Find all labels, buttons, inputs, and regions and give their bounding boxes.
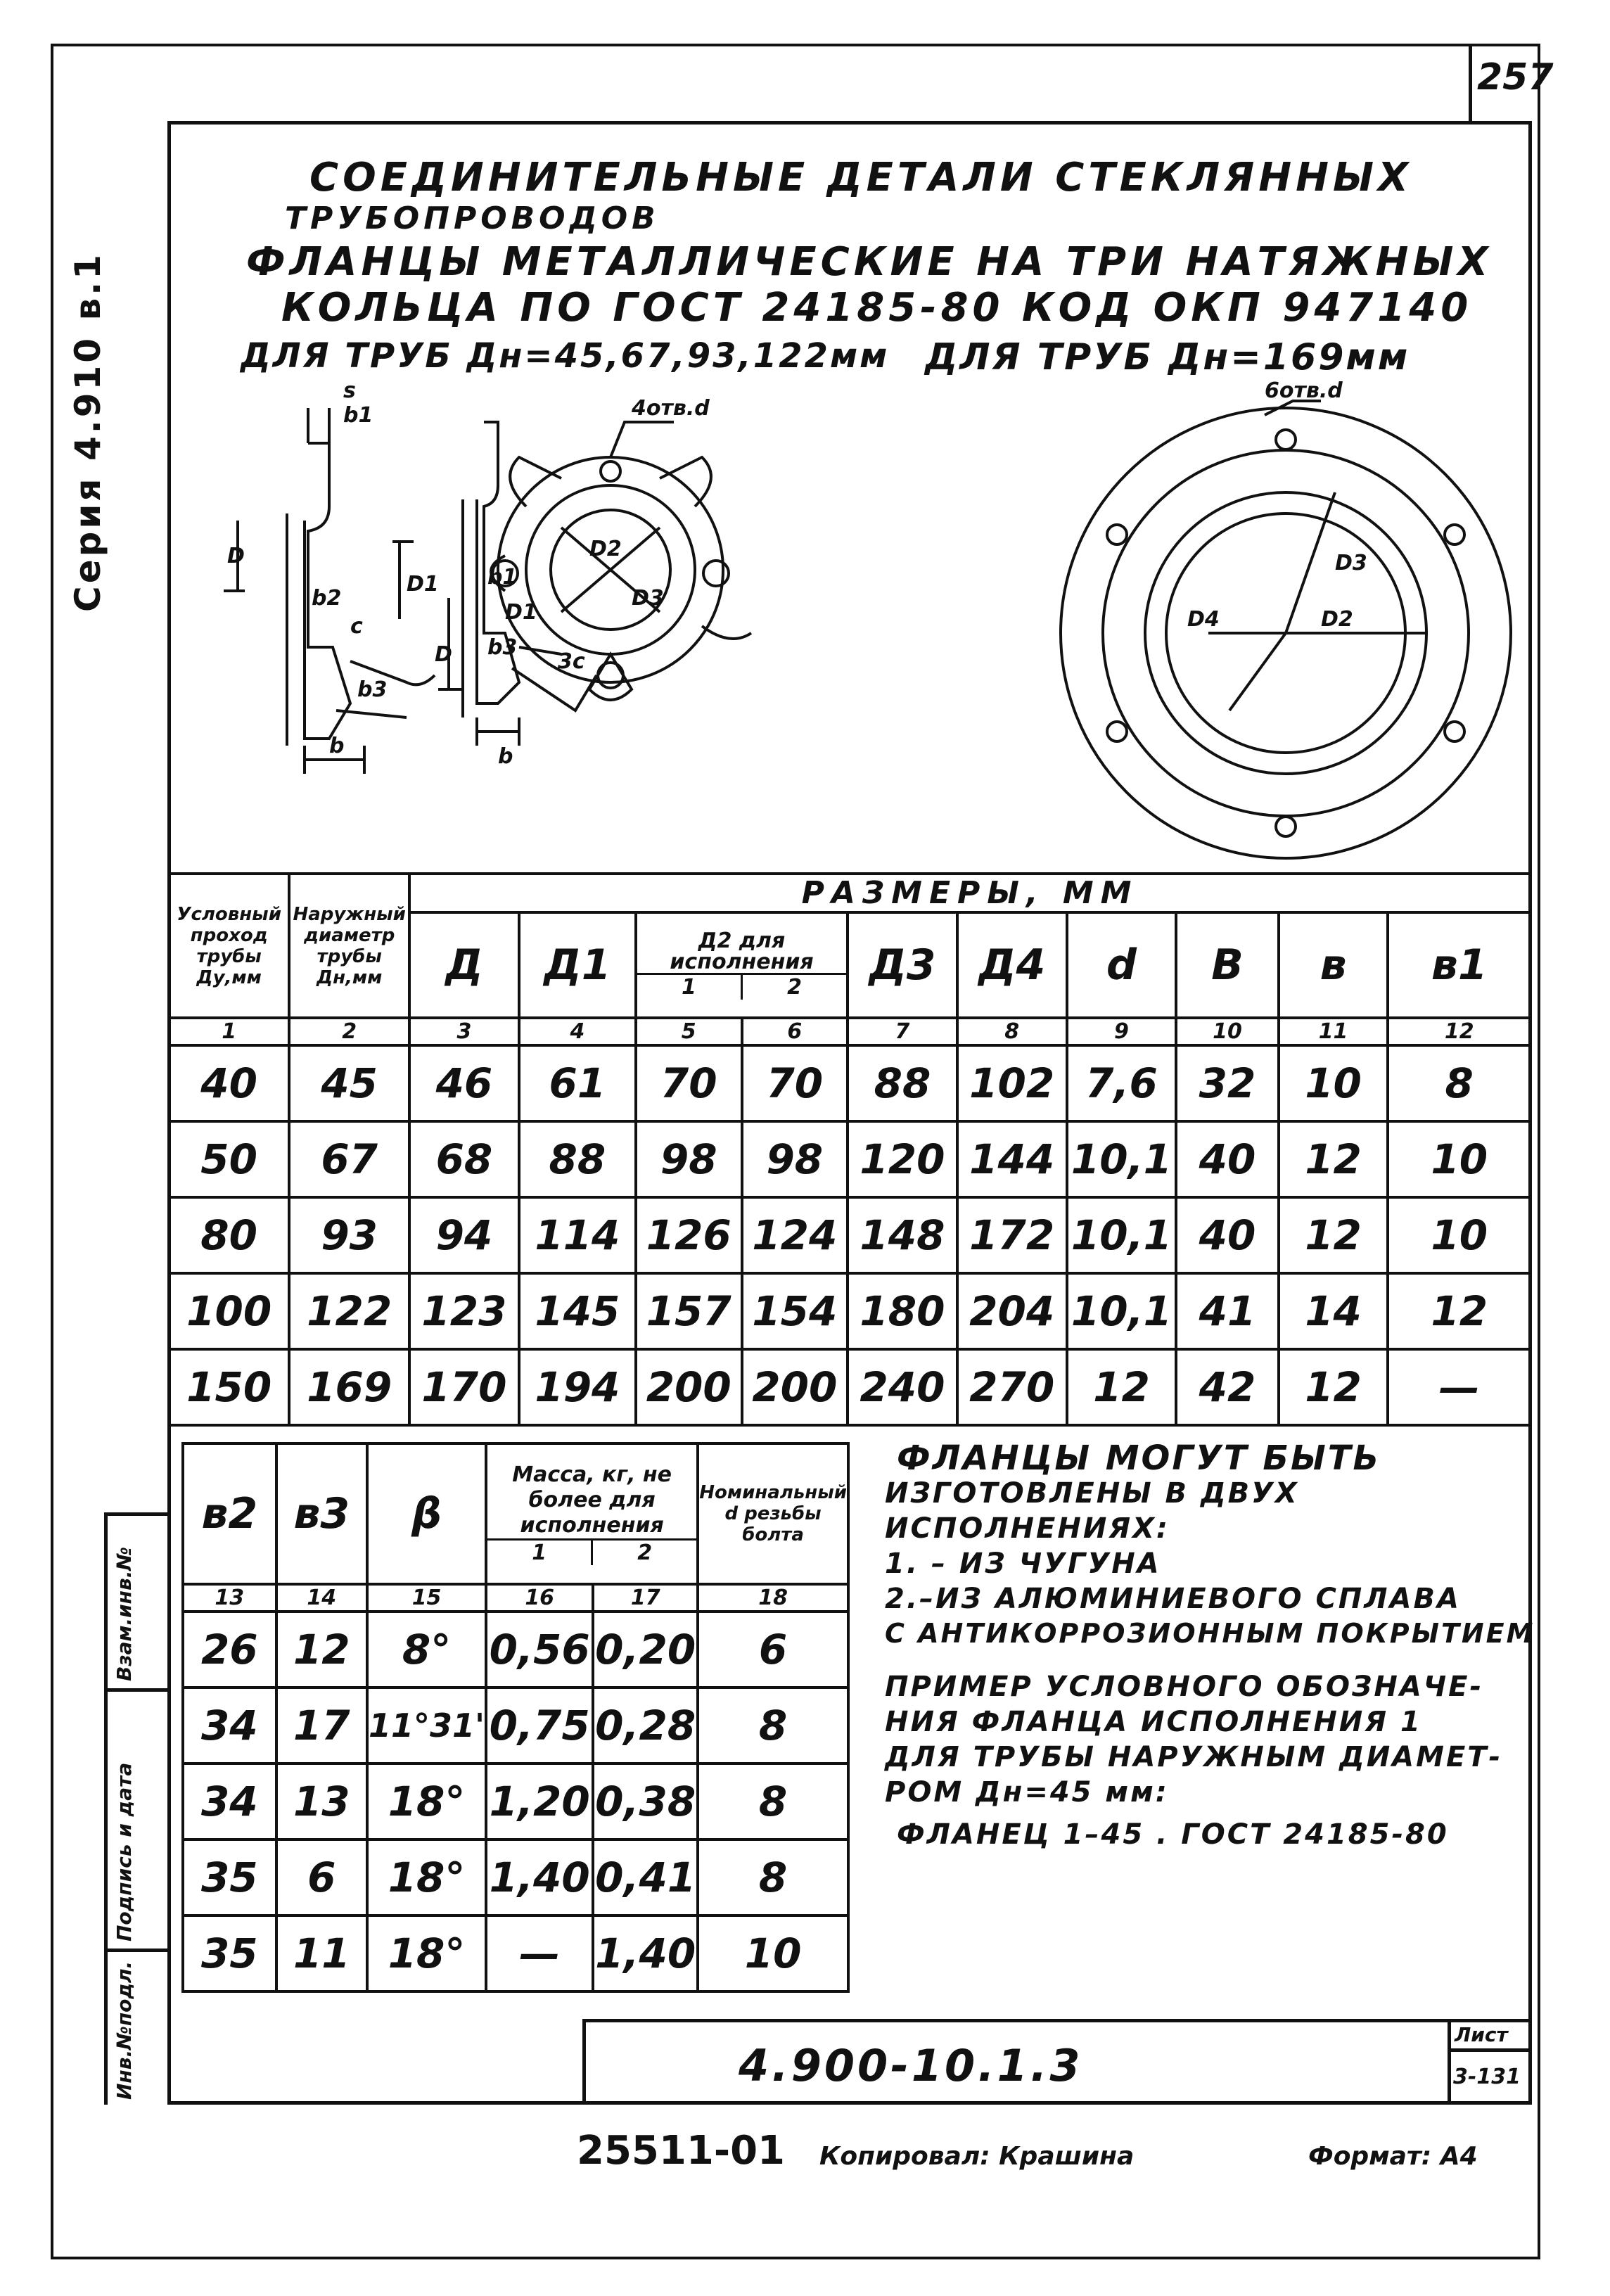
footer-copied: Копировал: Крашина [819,2142,1135,2171]
note-line-3: ИСПОЛНЕНИЯХ: [885,1512,1170,1545]
note-line-6: С АНТИКОРРОЗИОННЫМ ПОКРЫТИЕМ [885,1618,1535,1649]
table-row: 34 13 18° 1,20 0,38 8 [183,1764,848,1839]
document-code: 4.900-10.1.3 [739,2040,1083,2091]
note-line-9: ДЛЯ ТРУБЫ НАРУЖНЫМ ДИАМЕТ- [885,1741,1503,1773]
side-series-label: Серия 4.910 в.1 [68,252,108,612]
title-line-2: ТРУБОПРОВОДОВ [285,200,660,236]
label-D4: D4 [1187,607,1220,632]
label-D2-left: D2 [589,537,622,561]
header-uslovny: Условный проход трубы Ду,мм [169,874,289,1018]
title-line-4: КОЛЬЦА ПО ГОСТ 24185-80 КОД ОКП 947140 [281,285,1473,331]
header-D: Д [409,912,519,1018]
note-line-1: ФЛАНЦЫ МОГУТ БЫТЬ [897,1439,1381,1478]
table-row: 26 12 8° 0,56 0,20 6 [183,1612,848,1688]
header-beta: β [367,1443,486,1584]
header-d: d [1067,912,1177,1018]
title-line-3: ФЛАНЦЫ МЕТАЛЛИЧЕСКИЕ НА ТРИ НАТЯЖНЫХ [246,239,1493,285]
header-thread: Номинальный d резьбы болта [698,1443,848,1584]
note-line-7: ПРИМЕР УСЛОВНОГО ОБОЗНАЧЕ- [885,1671,1484,1703]
mass-table [181,1442,850,1993]
header-b1: в1 [1388,912,1531,1018]
label-angle: 3c [558,649,585,674]
header-D3: Д3 [848,912,957,1018]
right-section-view [438,422,596,746]
table-row: 35 6 18° 1,40 0,41 8 [183,1839,848,1915]
right-flange-plan [1061,401,1511,858]
label-b-right: b [498,744,513,769]
label-D3-left: D3 [632,586,664,611]
header-mass: Масса, кг, не более для исполнения [512,1462,672,1538]
dimensions-table [167,872,1532,1427]
table-row: 34 17 11°31' 0,75 0,28 8 [183,1688,848,1764]
label-b2: b2 [312,586,342,611]
header-D4: Д4 [957,912,1067,1018]
header-naruzhny: Наружный диаметр трубы Дн,мм [289,874,409,1018]
flange-drawings [167,380,1532,872]
header-B: В [1176,912,1278,1018]
label-hole-left: 4отв.d [632,396,710,421]
note-line-5: 2.–ИЗ АЛЮМИНИЕВОГО СПЛАВА [885,1583,1461,1615]
note-line-2: ИЗГОТОВЛЕНЫ В ДВУХ [885,1477,1299,1510]
table-row: 50 67 68 88 98 98 120 144 10,1 40 12 10 [169,1121,1531,1197]
title-line-1: СОЕДИНИТЕЛЬНЫЕ ДЕТАЛИ СТЕКЛЯННЫХ [309,155,1413,200]
label-D1-right: D1 [505,600,537,625]
header-b2: в2 [183,1443,276,1584]
column-numbers-row: 1 2 3 4 5 6 7 8 9 10 11 12 [169,1018,1531,1045]
header-mass-1: 1 [487,1541,593,1565]
label-D2-right: D2 [1321,607,1353,632]
strip-inv-no: Инв.№подл. [113,1960,136,2100]
table-row: 80 93 94 114 126 124 148 172 10,1 40 12 10 [169,1197,1531,1273]
column-numbers-row: 13 14 15 16 17 18 [183,1584,848,1612]
table-row: 100 122 123 145 157 154 180 204 10,1 41 14 12 [169,1273,1531,1349]
note-line-11: ФЛАНЕЦ 1–45 . ГОСТ 24185-80 [897,1818,1449,1851]
header-D2: Д2 для исполнения [670,929,814,974]
footer-format: Формат: А4 [1308,2142,1478,2171]
label-b-left: b [329,734,345,758]
strip-replace: Взам.инв.№ [113,1546,136,1681]
header-group: РАЗМЕРЫ, ММ [409,874,1531,912]
header-b: в [1279,912,1388,1018]
note-line-8: НИЯ ФЛАНЦА ИСПОЛНЕНИЯ 1 [885,1706,1422,1738]
header-mass-2: 2 [637,1541,653,1565]
table-row: 35 11 18° — 1,40 10 [183,1915,848,1991]
label-hole-right: 6отв.d [1265,380,1343,403]
sheet-value: 3-131 [1453,2065,1521,2089]
table-row: 40 45 46 61 70 70 88 102 7,6 32 10 8 [169,1045,1531,1121]
sheet-label: Лист [1455,2023,1508,2046]
sheet-number: 257 [1477,56,1554,98]
label-D-right: D [435,642,452,667]
label-D-left: D [227,544,245,568]
caption-left: ДЛЯ ТРУБ Дн=45,67,93,122мм [241,336,890,376]
label-b1-right: b1 [487,565,518,589]
caption-right: ДЛЯ ТРУБ Дн=169мм [925,336,1410,378]
label-c: c [350,614,363,639]
label-b3: b3 [357,677,388,702]
table-row: 150 169 170 194 200 200 240 270 12 42 12 — [169,1349,1531,1425]
footer-number: 25511-01 [577,2128,785,2174]
note-line-10: РОМ Дн=45 мм: [885,1776,1169,1809]
header-b3: в3 [276,1443,367,1584]
label-D1-left: D1 [407,572,439,597]
header-D2-2: 2 [787,975,802,1000]
label-D3-right: D3 [1335,551,1367,575]
header-D2-1: 1 [637,975,743,1000]
header-D1: Д1 [519,912,636,1018]
note-line-4: 1. – ИЗ ЧУГУНА [885,1548,1161,1580]
label-b1: b1 [343,403,373,428]
label-b3-right: b3 [487,635,518,660]
strip-signature: Подпись и дата [113,1762,136,1941]
label-s: s [343,380,356,403]
